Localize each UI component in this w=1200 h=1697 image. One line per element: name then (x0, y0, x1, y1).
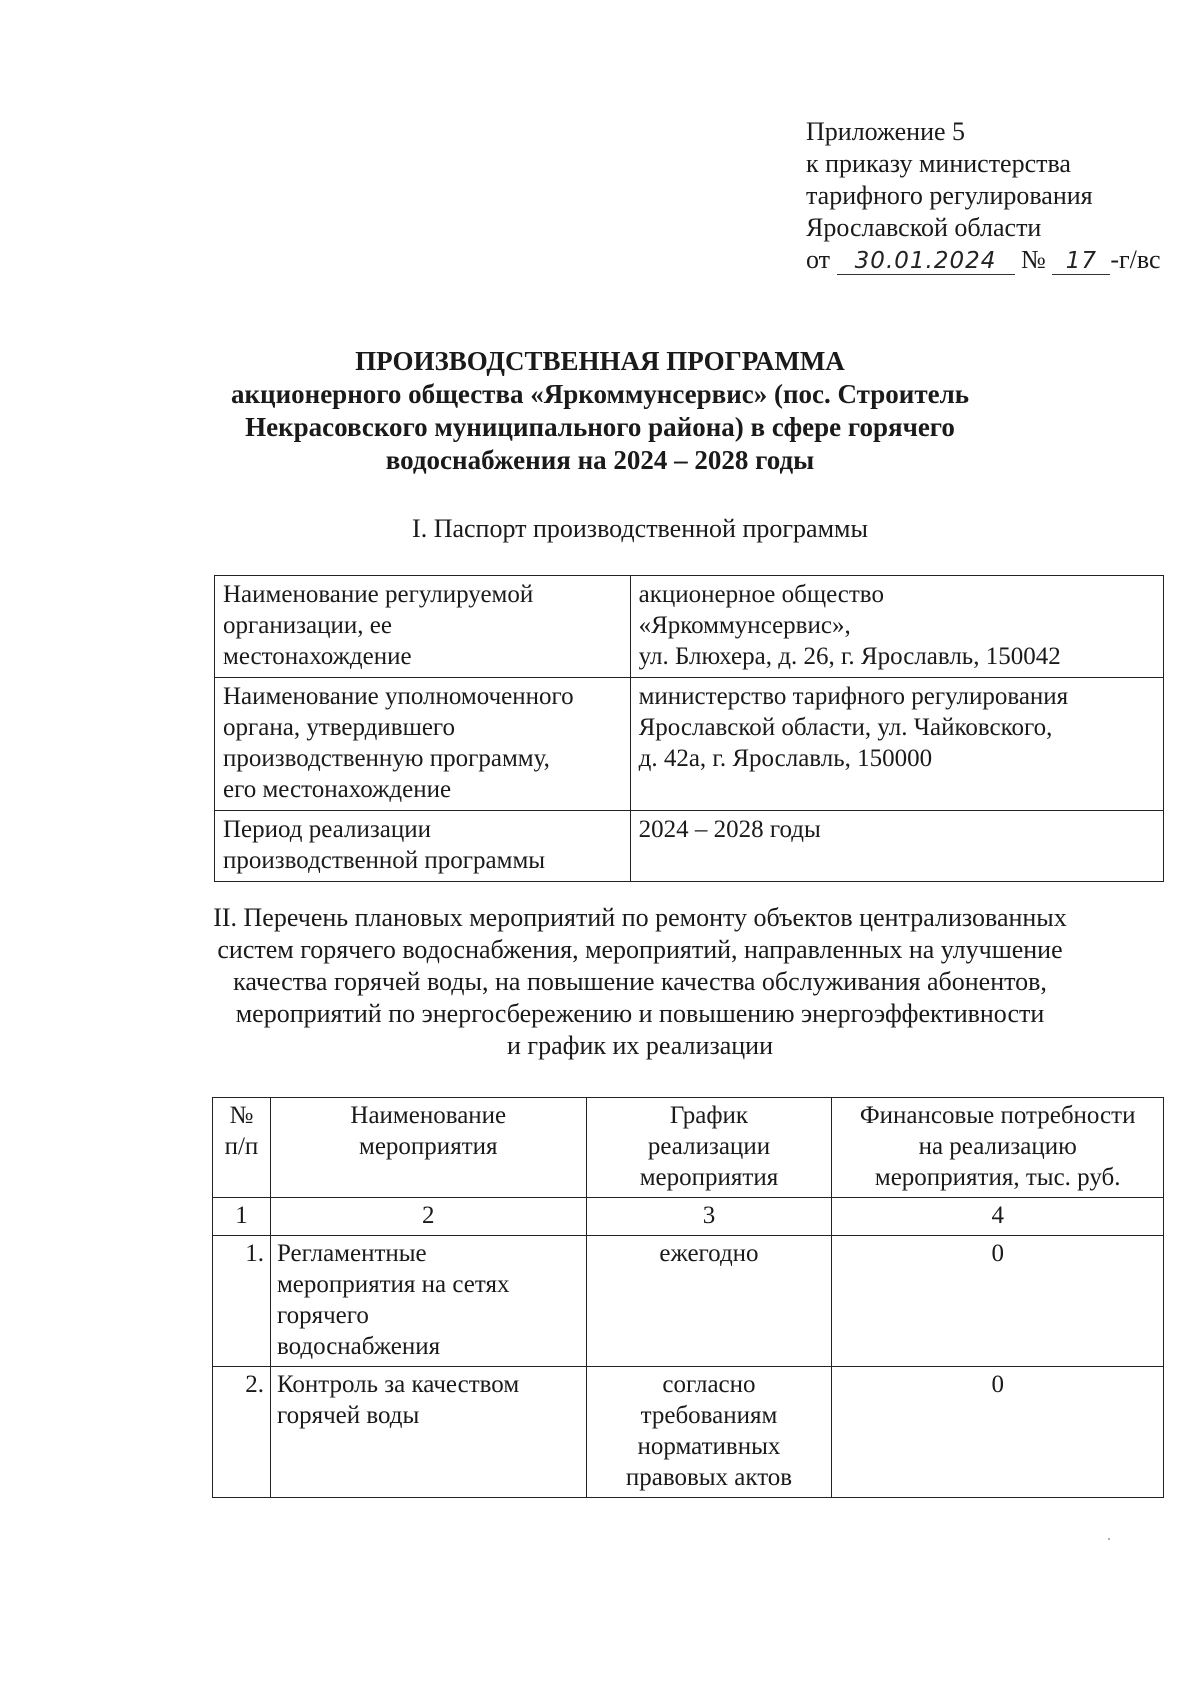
row-schedule (586, 1236, 832, 1367)
cell-line: мероприятия, тыс. руб. (874, 1164, 1121, 1191)
cell-line: правовых актов (625, 1464, 793, 1491)
cell-line: акционерное общество (638, 581, 884, 608)
cell-line: Ярославской области, ул. Чайковского, (638, 714, 1053, 741)
table-row (215, 678, 1164, 811)
document-title (200, 345, 1000, 477)
passport-table (214, 575, 1164, 882)
table-header-row (213, 1098, 1164, 1198)
header-finance (832, 1098, 1164, 1198)
row-name (270, 1367, 586, 1498)
cell-line: на реализацию (918, 1133, 1077, 1160)
cell-line: производственную программу, (223, 745, 550, 772)
appendix-title: Приложение 5 (806, 117, 966, 146)
passport-value-cell (630, 811, 1163, 882)
heading-line: и график их реализации (507, 1031, 773, 1060)
table-row (213, 1236, 1164, 1367)
cell-line: органа, утвердившего (223, 714, 456, 741)
heading-line: II. Перечень плановых мероприятий по ремонту объектов централизованных (213, 903, 1067, 932)
title-line: акционерного общества «Яркоммунсервис» (пос. Строитель (230, 379, 970, 409)
section2-heading (200, 902, 1080, 1062)
order-number (1052, 247, 1110, 275)
passport-value-cell (630, 576, 1163, 678)
cell-line: п/п (224, 1133, 259, 1160)
cell-line: нормативных (637, 1433, 781, 1460)
col-number: 2 (270, 1198, 586, 1236)
cell-line: ул. Блюхера, д. 26, г. Ярославль, 150042 (638, 643, 1061, 670)
passport-label-cell (215, 811, 631, 882)
appendix-ministry: тарифного регулирования (806, 181, 1093, 210)
cell-line: Контроль за качеством (276, 1371, 520, 1398)
cell-line: водоснабжения (276, 1333, 441, 1360)
table-row (215, 576, 1164, 678)
header-schedule (586, 1098, 832, 1198)
cell-line: Наименование уполномоченного (223, 683, 574, 710)
cell-line: организации, ее (223, 612, 392, 639)
cell-line: Финансовые потребности (859, 1102, 1136, 1129)
cell-line: мероприятия на сетях (276, 1271, 510, 1298)
col-number: 1 (213, 1198, 271, 1236)
order-suffix: -г/вс (1110, 245, 1161, 274)
cell-line: согласно (662, 1371, 756, 1398)
heading-line: качества горячей воды, на повышение качества обслуживания абонентов, (233, 967, 1047, 996)
table-row (213, 1367, 1164, 1498)
heading-line: мероприятий по энергосбережению и повышению энергоэффективности (235, 999, 1045, 1028)
col-number: 4 (832, 1198, 1164, 1236)
section1-heading: I. Паспорт производственной программы (412, 514, 868, 543)
header-name (270, 1098, 586, 1198)
measures-table (212, 1097, 1164, 1498)
appendix-block (806, 116, 1161, 276)
cell-line: Период реализации (223, 816, 431, 843)
row-num: 2. (213, 1367, 271, 1498)
cell-line: мероприятия (359, 1133, 498, 1160)
cell-line: Наименование регулируемой (223, 581, 534, 608)
cell-line: График (669, 1102, 749, 1129)
title-line: ПРОИЗВОДСТВЕННАЯ ПРОГРАММА (355, 346, 845, 376)
scan-dot (1108, 1538, 1110, 1540)
cell-line: его местонахождение (223, 776, 452, 803)
passport-value-cell (630, 678, 1163, 811)
title-line: водоснабжения на 2024 – 2028 годы (385, 445, 815, 475)
appendix-order-ref: к приказу министерства (806, 149, 1071, 178)
appendix-date-line (806, 244, 1161, 276)
row-finance: 0 (832, 1236, 1164, 1367)
header-num (213, 1098, 271, 1198)
heading-line: систем горячего водоснабжения, мероприятий, направленных на улучшение (217, 935, 1063, 964)
cell-line: местонахождение (223, 643, 412, 670)
cell-line: требованиям (640, 1402, 778, 1429)
table-row (215, 811, 1164, 882)
cell-line: Регламентные (276, 1240, 427, 1267)
row-num: 1. (213, 1236, 271, 1367)
order-number-value: 17 (1065, 248, 1097, 274)
title-line: Некрасовского муниципального района) в сфере горячего (245, 412, 955, 442)
number-label: № (1021, 245, 1046, 274)
cell-line: 2024 – 2028 годы (638, 816, 821, 843)
cell-line: министерство тарифного регулирования (638, 683, 1069, 710)
appendix-region: Ярославской области (806, 213, 1042, 242)
cell-line: мероприятия (639, 1164, 779, 1191)
cell-line: производственной программы (223, 847, 546, 874)
cell-line: «Яркоммунсервис», (638, 612, 851, 639)
row-name (270, 1236, 586, 1367)
order-date (837, 247, 1015, 275)
cell-line: д. 42а, г. Ярославль, 150000 (638, 745, 933, 772)
passport-label-cell (215, 576, 631, 678)
cell-line: ежегодно (659, 1240, 759, 1267)
row-schedule (586, 1367, 832, 1498)
from-label: от (806, 245, 831, 274)
cell-line: № (229, 1102, 254, 1129)
passport-label-cell (215, 678, 631, 811)
row-finance: 0 (832, 1367, 1164, 1498)
col-number: 3 (586, 1198, 832, 1236)
order-date-value: 30.01.2024 (854, 248, 997, 274)
cell-line: горячего (276, 1302, 369, 1329)
cell-line: горячей воды (276, 1402, 420, 1429)
cell-line: реализации (647, 1133, 771, 1160)
cell-line: Наименование (350, 1102, 507, 1129)
column-number-row (213, 1198, 1164, 1236)
